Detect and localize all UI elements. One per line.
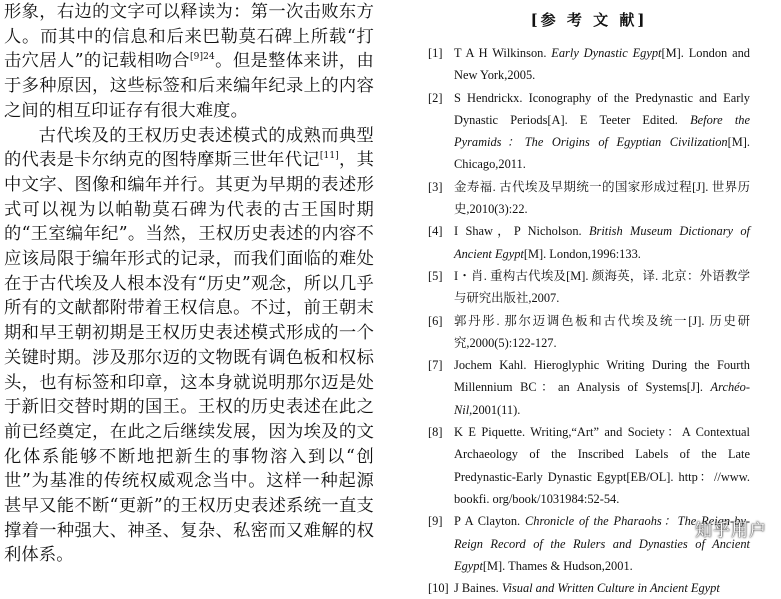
reference-number: [6] (428, 313, 443, 328)
zhihu-watermark: 知乎用户 (695, 521, 767, 541)
reference-number: [1] (428, 46, 443, 60)
reference-text (454, 577, 750, 599)
reference-number: [10] (428, 581, 449, 596)
reference-title-italic: Before the Pyramids：The Origins of Egyptian Civilization (454, 112, 751, 150)
body-text-column (4, 0, 374, 568)
reference-segment: [M]. London,1996:133. (523, 246, 641, 261)
reference-number: [3] (428, 179, 443, 194)
reference-title-italic: Early Dynastic Egypt (551, 46, 662, 60)
reference-number: [5] (428, 268, 443, 283)
references-column (428, 0, 750, 599)
reference-number: [2] (428, 90, 443, 105)
body-paragraph (4, 0, 374, 124)
reference-text (454, 310, 750, 355)
reference-segment: K E Piquette. Writing,“Art” and Society：A Contextual Archaeology of the Inscribed Labels of the Late Predynastic-Early Dynastic Egypt[EB/OL]. http：//www. bookfi. org/book/1031984:52-54. (454, 425, 750, 506)
reference-number: [4] (428, 224, 443, 239)
reference-segment: I・肖. 重构古代埃及[M]. 颜海英，译. 北京：外语教学与研究出版社,2007. (454, 268, 750, 306)
paragraph-text: 古代埃及的王权历史表述模式的成熟而典型的代表是卡尔纳克的图特摩斯三世年代记 (4, 125, 374, 171)
reference-text (454, 354, 750, 421)
reference-title-italic: Chronicle of the Pharaohs：The Reign-by-Reign Record of the Rulers and Dynasties of Ancient Egypt (454, 514, 750, 573)
reference-segment: [M]. London and New York,2005. (454, 46, 750, 83)
paragraph-text: 。但是整体来讲，由于多种原因，这些标签和后来编年纪录上的内容之间的相互印证存有很大难度。 (4, 51, 374, 121)
reference-text (454, 220, 750, 265)
reference-segment: Jochem Kahl. Hieroglyphic Writing During the Fourth Millennium BC：an Analysis of Systems[J]. (454, 358, 750, 395)
reference-item (428, 176, 750, 221)
reference-segment: T A H Wilkinson. (454, 46, 552, 60)
citation-marker[interactable]: [11] (319, 151, 339, 162)
reference-text (454, 265, 750, 310)
reference-item (428, 577, 750, 599)
reference-item (428, 421, 750, 510)
reference-segment: I Shaw，P Nicholson. (454, 224, 589, 239)
reference-title-italic: British Museum Dictionary of Ancient Egypt (454, 224, 750, 261)
reference-item (428, 265, 750, 310)
reference-text (454, 42, 750, 87)
reference-title-italic: Archéo-Nil (454, 380, 750, 417)
reference-number: [9] (428, 514, 443, 529)
reference-text (454, 421, 750, 510)
references-heading: [参 考 文 献] (530, 11, 648, 29)
reference-item (428, 42, 750, 87)
reference-text (454, 87, 750, 176)
reference-text (454, 176, 750, 221)
reference-segment: ,2001(11). (469, 402, 521, 417)
reference-segment: J Baines. (454, 581, 502, 596)
reference-number: [7] (428, 358, 443, 373)
body-paragraph (4, 124, 374, 569)
reference-item (428, 310, 750, 355)
reference-segment: 郭丹彤. 那尔迈调色板和古代埃及统一[J]. 历史研究,2000(5):122-127. (454, 313, 750, 350)
reference-title-italic: Visual and Written Culture in Ancient Egypt (501, 581, 720, 596)
paragraph-text: 形象，右边的文字可以释读为：第一次击败东方人。而其中的信息和后来巴勒莫石碑上所载“打击穴居人”的记载相吻合 (4, 2, 374, 72)
reference-segment: [M]. Chicago,2011. (454, 135, 750, 172)
paragraph-text: ，其中文字、图像和编年并行。其更为早期的表述形式可以视为以帕勒莫石碑为代表的古王国时期的“王室编年纪”。当然，王权历史表述的内容不应该局限于编年形式的记录，而我们面临的难处在于古代埃及人根本没有“历史”观念，所以几乎所有的文献都附带着王权信息。不过，前王朝末期和早王朝初期是王权历史表述模式形成的一个关键时期。涉及那尔迈的文物既有调色板和权标头，也有标签和印章，这本身就说明那尔迈是处于新旧交替时期的国王。王权的历史表述在此之前已经奠定，在此之后继续发展，因为埃及的文化体系能够不断地把新生的事物溶入到以“创世”为基准的传统权威观念当中。这样一种起源甚早又能不断“更新”的王权历史表述系统一直支撑着一种强大、神圣、复杂、私密而又难解的权利体系。 (4, 150, 374, 566)
reference-segment: 金寿福. 古代埃及早期统一的国家形成过程[J]. 世界历史,2010(3):22. (454, 179, 750, 217)
reference-item (428, 87, 750, 176)
reference-segment: [M]. Thames & Hudson,2001. (482, 558, 633, 573)
citation-marker[interactable]: [9]24 (189, 52, 215, 63)
reference-item (428, 354, 750, 421)
reference-item (428, 220, 750, 265)
reference-segment: S Hendrickx. Iconography of the Predynastic and Early Dynastic Periods[A]. E Teeter Edited. (454, 90, 750, 127)
reference-segment: P A Clayton. (454, 514, 525, 529)
reference-number: [8] (428, 425, 443, 440)
